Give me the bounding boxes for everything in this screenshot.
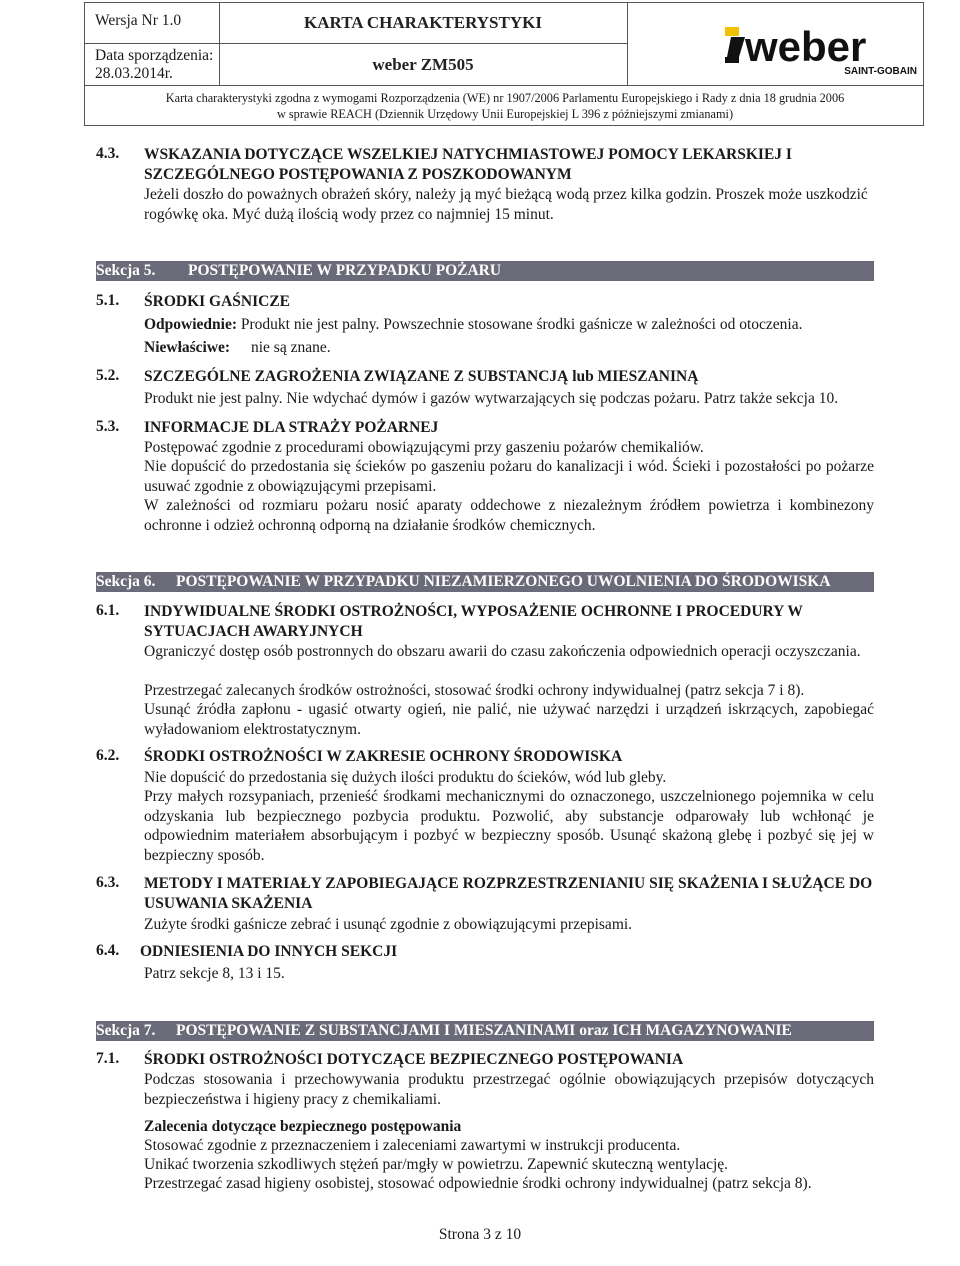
section-6-header bbox=[96, 572, 874, 592]
section-4-3-text: Jeżeli doszło do poważnych obrażeń skóry, należy ją myć bieżącą wodą przez kilka godzin. Proszek może uszkodzić rogówkę oka. Myć dużą ilością wody przez co najmniej 15 minut. bbox=[144, 186, 868, 223]
section-7-1-p3: Unikać tworzenia szkodliwych stężeń par/mgły w powietrzu. Zapewnić skuteczną wentylację. bbox=[144, 1156, 729, 1173]
date-label: Data sporządzenia: bbox=[95, 47, 214, 64]
suitable-label: Odpowiednie: bbox=[144, 316, 238, 333]
section-6-4-title: ODNIESIENIA DO INNYCH SEKCJI bbox=[140, 943, 398, 960]
section-6-2-p1: Nie dopuścić do przedostania się dużych ilości produktu do ścieków, wód lub gleby. bbox=[144, 769, 667, 786]
section-7-header bbox=[96, 1021, 874, 1041]
section-5-3-title: INFORMACJE DLA STRAŻY POŻARNEJ bbox=[144, 419, 439, 436]
section-4-3-title: WSKAZANIA DOTYCZĄCE WSZELKIEJ NATYCHMIASTOWEJ POMOCY LEKARSKIEJ I SZCZEGÓLNEGO POSTĘPOWANIA Z POSZKODOWANYM bbox=[144, 146, 792, 183]
weber-logo-icon bbox=[721, 17, 921, 77]
section-7-1-p4: Przestrzegać zasad higieny osobistej, stosować odpowiednie środki ochrony indywidualnej (patrz sekcja 8). bbox=[144, 1175, 812, 1192]
section-6-1-title: INDYWIDUALNE ŚRODKI OSTROŻNOŚCI, WYPOSAŻENIE OCHRONNE I PROCEDURY W SYTUACJACH AWARYJNYCH bbox=[144, 603, 803, 640]
section-7-label: Sekcja 7. bbox=[96, 1022, 156, 1039]
section-7-1-p2: Stosować zgodnie z przeznaczeniem i zaleceniami zawartymi w instrukcji producenta. bbox=[144, 1137, 681, 1154]
section-7-1-number: 7.1. bbox=[96, 1050, 120, 1067]
document-header bbox=[84, 2, 924, 126]
section-6-4-text: Patrz sekcje 8, 13 i 15. bbox=[144, 965, 285, 982]
suitable-text: Produkt nie jest palny. Powszechnie stosowane środki gaśnicze w zależności od otoczenia. bbox=[240, 316, 803, 333]
section-5-1-number: 5.1. bbox=[96, 292, 120, 309]
section-6-label: Sekcja 6. bbox=[96, 573, 156, 590]
section-6-2-title: ŚRODKI OSTROŻNOŚCI W ZAKRESIE OCHRONY ŚRODOWISKA bbox=[144, 748, 623, 765]
section-5-label: Sekcja 5. bbox=[96, 262, 156, 279]
section-5-header bbox=[96, 261, 874, 281]
unsuitable-text: nie są znane. bbox=[251, 339, 331, 356]
section-4-3-number: 4.3. bbox=[96, 145, 120, 162]
regulation-line-1: Karta charakterystyki zgodna z wymogami Rozporządzenia (WE) nr 1907/2006 Parlamentu Europejskiego i Rady z dnia 18 grudnia 2006 bbox=[165, 91, 845, 105]
page-number: Strona 3 z 10 bbox=[438, 1226, 522, 1243]
section-6-3-text: Zużyte środki gaśnicze zebrać i usunąć zgodnie z obowiązującymi przepisami. bbox=[144, 916, 633, 933]
section-6-1-p2: Przestrzegać zalecanych środków ostrożności, stosować środki ochrony indywidualnej (patrz sekcja 7 i 8). bbox=[144, 682, 805, 699]
section-6-3-number: 6.3. bbox=[96, 874, 120, 891]
version-label: Wersja Nr 1.0 bbox=[95, 12, 182, 29]
section-6-1-number: 6.1. bbox=[96, 602, 120, 619]
section-5-3-p1: Postępować zgodnie z procedurami obowiązującymi przy gaszeniu pożarów chemikaliów. bbox=[144, 439, 704, 456]
date-value: 28.03.2014r. bbox=[95, 65, 173, 82]
product-name: weber ZM505 bbox=[372, 55, 474, 74]
section-6-2-number: 6.2. bbox=[96, 747, 120, 764]
section-5-2-number: 5.2. bbox=[96, 367, 120, 384]
section-5-2-title: SZCZEGÓLNE ZAGROŻENIA ZWIĄZANE Z SUBSTANCJĄ lub MIESZANINĄ bbox=[144, 368, 699, 385]
unsuitable-label: Niewłaściwe: bbox=[144, 339, 231, 356]
section-5-1-unsuitable bbox=[144, 338, 874, 358]
section-6-3-title: METODY I MATERIAŁY ZAPOBIEGAJĄCE ROZPRZESTRZENIANIU SIĘ SKAŻENIA I SŁUŻĄCE DO USUWANIA SKAŻENIA bbox=[144, 875, 873, 912]
section-6-4-number: 6.4. bbox=[96, 942, 120, 959]
section-5-3-p3: W zależności od rozmiaru pożaru nosić aparaty oddechowe z niezależnym źródłem powietrza i kombinezony ochronne i odzież ochronną odporną na działanie środków chemicznych. bbox=[144, 497, 874, 534]
section-5-3-number: 5.3. bbox=[96, 418, 120, 435]
regulation-line-2: w sprawie REACH (Dziennik Urzędowy Unii Europejskiej L 396 z późniejszymi zmianami) bbox=[276, 107, 734, 121]
section-5-1-title: ŚRODKI GAŚNICZE bbox=[144, 293, 290, 310]
section-7-title: POSTĘPOWANIE Z SUBSTANCJAMI I MIESZANINAMI oraz ICH MAGAZYNOWANIE bbox=[176, 1022, 792, 1039]
logo-wordmark: weber bbox=[745, 23, 867, 70]
logo-subtitle: SAINT-GOBAIN bbox=[844, 66, 917, 77]
section-6-2-p2: Przy małych rozsypaniach, przenieść środkami mechanicznymi do oznaczonego, uszczelnionego pojemnika w celu odzyskania lub bezpiecznego pozbycia produktu. Pozwolić, aby substancje odparowały lub wchłonąć je odpowiednim materiałem absorbującym i pozbyć w bezpieczny sposób. Usunąć skażoną glebę i pozbyć się jej w bezpieczny sposób. bbox=[144, 788, 874, 864]
section-6-1-p1: Ograniczyć dostęp osób postronnych do obszaru awarii do czasu zakończenia odpowiednich operacji oczyszczania. bbox=[144, 643, 861, 660]
section-7-1-p1: Podczas stosowania i przechowywania produktu przestrzegać ogólnie obowiązujących przepisów dotyczących bezpieczeństwa i higieny pracy z chemikaliami. bbox=[144, 1071, 874, 1108]
section-5-title: POSTĘPOWANIE W PRZYPADKU POŻARU bbox=[188, 262, 502, 279]
section-5-3-p2: Nie dopuścić do przedostania się ścieków po gaszeniu pożaru do kanalizacji i wód. Ścieki i pozostałości po pożarze usuwać zgodnie z obowiązującymi przepisami. bbox=[144, 458, 874, 495]
section-7-1-title: ŚRODKI OSTROŻNOŚCI DOTYCZĄCE BEZPIECZNEGO POSTĘPOWANIA bbox=[144, 1051, 684, 1068]
section-6-1-p3: Usunąć źródła zapłonu - ugasić otwarty ogień, nie palić, nie używać narzędzi i urządzeń iskrzących, zapobiegać wyładowaniom elektrostatycznym. bbox=[144, 701, 874, 738]
document-title: KARTA CHARAKTERYSTYKI bbox=[304, 13, 542, 32]
section-6-title: POSTĘPOWANIE W PRZYPADKU NIEZAMIERZONEGO UWOLNIENIA DO ŚRODOWISKA bbox=[176, 573, 831, 590]
section-7-1-subtitle: Zalecenia dotyczące bezpiecznego postępowania bbox=[144, 1118, 462, 1135]
section-5-2-text: Produkt nie jest palny. Nie wdychać dymów i gazów wytwarzających się podczas pożaru. Patrz także sekcja 10. bbox=[144, 390, 839, 407]
section-5-1-suitable bbox=[144, 315, 874, 335]
weber-logo bbox=[721, 17, 921, 77]
